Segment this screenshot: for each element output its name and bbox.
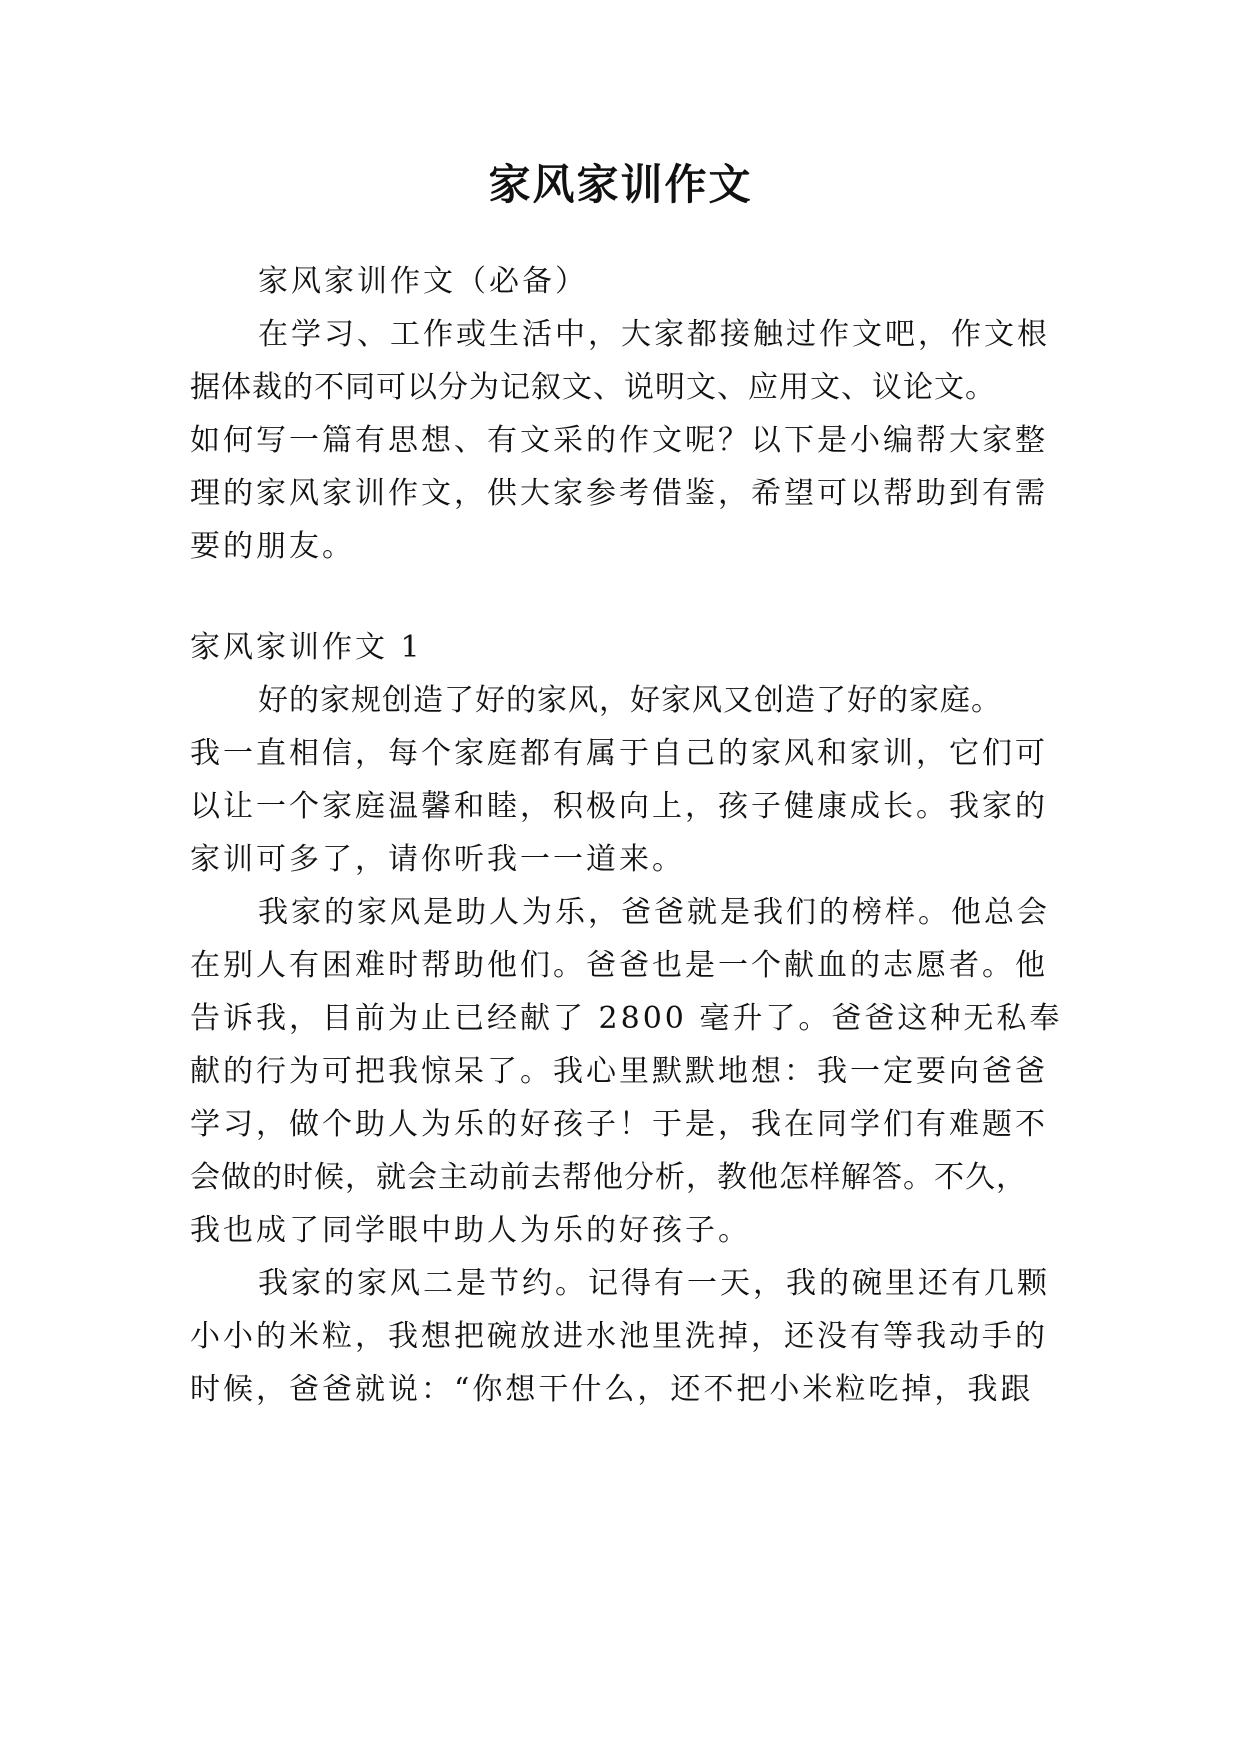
intro-line: 要的朋友。	[190, 529, 355, 564]
paragraph-line: 家训可多了，请你听我一一道来。	[190, 842, 685, 877]
paragraph-line: 会做的时候，就会主动前去帮他分析，教他怎样解答。不久，	[190, 1160, 1027, 1195]
paragraph-line: 以让一个家庭温馨和睦，积极向上，孩子健康成长。我家的	[190, 789, 1048, 824]
section-heading: 家风家训作文 1	[190, 630, 423, 665]
paragraph-line: 好的家规创造了好的家风，好家风又创造了好的家庭。	[258, 683, 1002, 718]
paragraph-line: 小小的米粒，我想把碗放进水池里洗掉，还没有等我动手的	[190, 1319, 1048, 1354]
intro-line: 据体裁的不同可以分为记叙文、说明文、应用文、议论文。	[190, 370, 996, 405]
paragraph-line: 献的行为可把我惊呆了。我心里默默地想：我一定要向爸爸	[190, 1054, 1048, 1089]
intro-line: 在学习、工作或生活中，大家都接触过作文吧，作文根	[258, 317, 1050, 352]
paragraph-line: 我家的家风二是节约。记得有一天，我的碗里还有几颗	[258, 1266, 1050, 1301]
paragraph-line: 我也成了同学眼中助人为乐的好孩子。	[190, 1213, 751, 1248]
paragraph-line: 告诉我，目前为止已经献了 2800 毫升了。爸爸这种无私奉	[190, 1001, 1063, 1036]
paragraph-line: 我一直相信，每个家庭都有属于自己的家风和家训，它们可	[190, 736, 1048, 771]
document-subtitle: 家风家训作文（必备）	[258, 264, 588, 299]
paragraph-line: 学习，做个助人为乐的好孩子！于是，我在同学们有难题不	[190, 1107, 1048, 1142]
paragraph-line: 在别人有困难时帮助他们。爸爸也是一个献血的志愿者。他	[190, 948, 1048, 983]
intro-line: 如何写一篇有思想、有文采的作文呢？以下是小编帮大家整	[190, 423, 1048, 458]
paragraph-line: 时候，爸爸就说：“你想干什么，还不把小米粒吃掉，我跟	[190, 1372, 1034, 1407]
paragraph-line: 我家的家风是助人为乐，爸爸就是我们的榜样。他总会	[258, 895, 1050, 930]
intro-line: 理的家风家训作文，供大家参考借鉴，希望可以帮助到有需	[190, 476, 1048, 511]
document-title: 家风家训作文	[488, 160, 753, 209]
